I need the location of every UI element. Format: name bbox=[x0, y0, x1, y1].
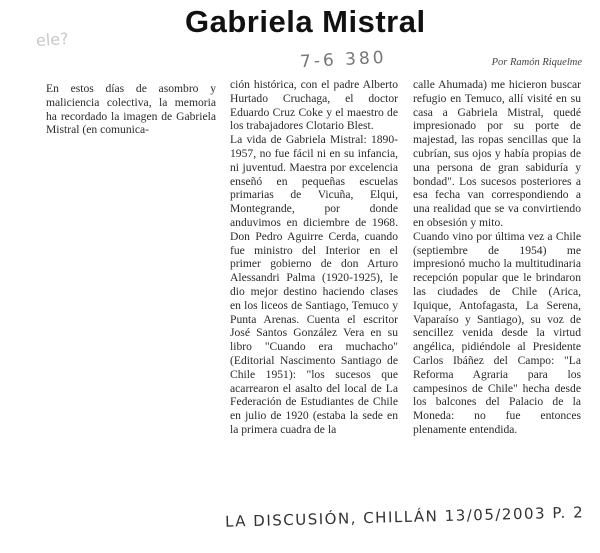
paragraph: ción histórica, con el padre Alberto Hurtado Cruchaga, el doctor Eduardo Cruz Coke y el maestro de los trabajadores Clotario Blest. bbox=[230, 78, 398, 133]
paragraph: La vida de Gabriela Mistral: 1890-1957, no fue fácil ni en su infancia, ni juventud. Maestra por excelencia enseñó en pequeñas escuelas primarias de Vicuña, Elqui, Montegrande, por donde anduvimos en diciembre de 1968. Don Pedro Aguirre Cerda, cuando fue ministro del Interior en el primer gobierno de don Arturo Alessandri Palma (1920-1925), le dio mejor destino haciendo clases en los liceos de Santiago, Temuco y Punta Arenas. Cuenta el escritor José Santos González Vera en su libro "Cuando era muchacho" (Editorial Nascimento Santiago de Chile 1951): "los sucesos que acarrearon el asalto del local de La Federación de Estudiantes de Chile en julio de 1920 (estaba la sede en la primera cuadra de la bbox=[230, 133, 398, 436]
handwritten-source-dateline: LA DISCUSIÓN, CHILLÁN 13/05/2003 P. 2 bbox=[224, 503, 585, 531]
article-byline: Por Ramón Riquelme bbox=[491, 57, 582, 68]
handwritten-archive-code: 7-6 380 bbox=[299, 47, 388, 73]
article-column-1 bbox=[46, 82, 216, 137]
article-headline: Gabriela Mistral bbox=[185, 4, 426, 39]
paragraph: En estos días de asombro y maliciencia colectiva, la memoria ha recordado la imagen de Gabriela Mistral (en comunica- bbox=[46, 82, 216, 137]
article-column-2 bbox=[230, 78, 398, 437]
paragraph: Cuando vino por última vez a Chile (septiembre de 1954) me impresionó mucho la multitudinaria recepción popular que le brindaron las ciudades de Chile (Arica, Iquique, Antofagasta, La Serena, Vaparaíso y Santiago), su voz de sencillez venida desde la virtud angélica, pidiéndole al Presidente Carlos Ibáñez del Campo: "La Reforma Agraria para los campesinos de Chile" hecha desde los balcones del Palacio de la Moneda: no fue entonces plenamente entendida. bbox=[413, 229, 581, 436]
paragraph: calle Ahumada) me hicieron buscar refugio en Temuco, allí visité en su casa a Gabriela Mistral, quedé impresionado por su porte de majestad, las ropas sencillas que la cubrían, sus ojos y había propias de una persona de gran sabiduría y bondad". Los sucesos posteriores a esa fecha van correspondiendo a una realidad que se va convirtiendo en obsesión y mito. bbox=[413, 78, 581, 229]
article-column-3 bbox=[413, 78, 581, 437]
pencil-annotation: ele? bbox=[35, 28, 70, 51]
